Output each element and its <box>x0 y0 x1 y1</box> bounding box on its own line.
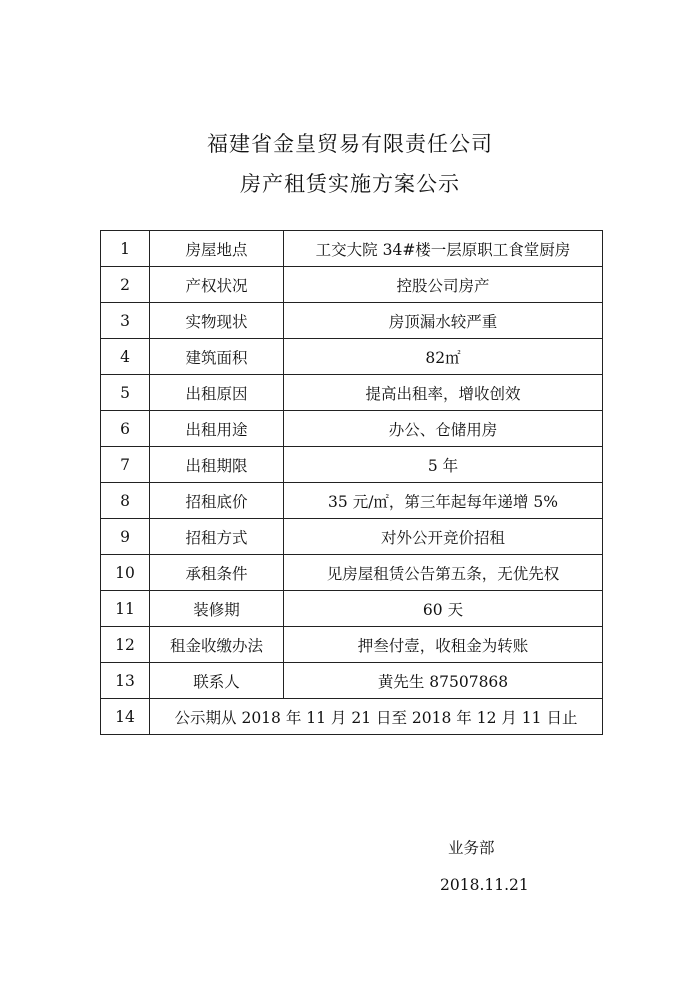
table-row <box>101 411 603 447</box>
row-label: 实物现状 <box>150 303 284 339</box>
row-number: 1 <box>101 231 150 267</box>
table-row <box>101 483 603 519</box>
row-label: 房屋地点 <box>150 231 284 267</box>
row-label: 装修期 <box>150 591 284 627</box>
row-value: 黄先生 87507868 <box>284 663 603 699</box>
row-value: 见房屋租赁公告第五条，无优先权 <box>284 555 603 591</box>
row-label: 租金收缴办法 <box>150 627 284 663</box>
issuing-department: 业务部 <box>448 839 495 857</box>
row-number: 6 <box>101 411 150 447</box>
row-label: 出租期限 <box>150 447 284 483</box>
row-value: 押叁付壹，收租金为转账 <box>284 627 603 663</box>
row-number: 8 <box>101 483 150 519</box>
row-number: 9 <box>101 519 150 555</box>
row-value: 对外公开竞价招租 <box>284 519 603 555</box>
table-row <box>101 447 603 483</box>
row-label: 招租方式 <box>150 519 284 555</box>
lease-plan-table <box>100 230 603 735</box>
row-label: 招租底价 <box>150 483 284 519</box>
row-value: 提高出租率，增收创效 <box>284 375 603 411</box>
row-label: 承租条件 <box>150 555 284 591</box>
row-value: 60 天 <box>284 591 603 627</box>
row-value: 82㎡ <box>284 339 603 375</box>
table-row <box>101 519 603 555</box>
row-label: 建筑面积 <box>150 339 284 375</box>
row-label: 产权状况 <box>150 267 284 303</box>
row-value: 房顶漏水较严重 <box>284 303 603 339</box>
row-label: 联系人 <box>150 663 284 699</box>
table-row <box>101 375 603 411</box>
row-label: 出租用途 <box>150 411 284 447</box>
row-value: 5 年 <box>284 447 603 483</box>
row-value: 工交大院 34#楼一层原职工食堂厨房 <box>284 231 603 267</box>
document-title-subject: 房产租赁实施方案公示 <box>240 172 460 196</box>
table-row-notice-period <box>101 699 603 735</box>
table-row <box>101 303 603 339</box>
row-number: 5 <box>101 375 150 411</box>
row-number: 4 <box>101 339 150 375</box>
table-row <box>101 339 603 375</box>
table-row <box>101 231 603 267</box>
row-number: 10 <box>101 555 150 591</box>
table-row <box>101 555 603 591</box>
row-number: 13 <box>101 663 150 699</box>
row-value: 控股公司房产 <box>284 267 603 303</box>
document-title-company: 福建省金皇贸易有限责任公司 <box>207 132 493 156</box>
table-row <box>101 663 603 699</box>
row-number: 2 <box>101 267 150 303</box>
row-label: 出租原因 <box>150 375 284 411</box>
row-number: 11 <box>101 591 150 627</box>
row-value: 35 元/㎡，第三年起每年递增 5% <box>284 483 603 519</box>
notice-period-text: 公示期从 2018 年 11 月 21 日至 2018 年 12 月 11 日止 <box>150 699 603 735</box>
row-number: 7 <box>101 447 150 483</box>
row-number: 14 <box>101 699 150 735</box>
row-number: 3 <box>101 303 150 339</box>
row-number: 12 <box>101 627 150 663</box>
table-row <box>101 267 603 303</box>
issue-date: 2018.11.21 <box>440 876 529 894</box>
row-value: 办公、仓储用房 <box>284 411 603 447</box>
table-row <box>101 591 603 627</box>
table-row <box>101 627 603 663</box>
